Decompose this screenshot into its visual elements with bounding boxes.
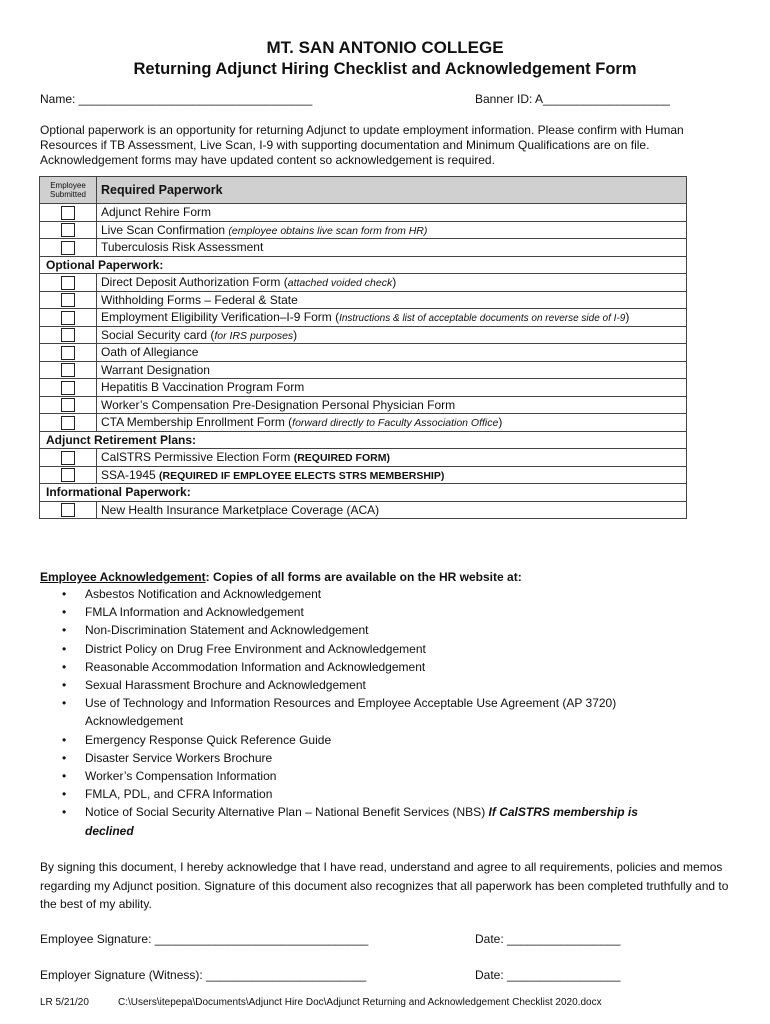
- signing-statement: By signing this document, I hereby acknowledge that I have read, understand and agree to all requirements, policies and memos regarding my Adjunct position. Signature of this document also recognizes that all paperwork has been completed truthfully and to the best of my ability.: [40, 860, 729, 911]
- item-label: New Health Insurance Marketplace Coverage (ACA): [97, 501, 687, 519]
- checkbox[interactable]: [61, 328, 75, 342]
- retirement-heading: Adjunct Retirement Plans:: [40, 431, 687, 449]
- employee-date-line[interactable]: Date: _________________: [475, 932, 621, 946]
- checkbox[interactable]: [61, 468, 75, 482]
- acknowledgement-heading: Employee Acknowledgement: Copies of all forms are available on the HR website at:: [40, 570, 522, 584]
- list-item: • District Policy on Drug Free Environment and Acknowledgement: [40, 640, 680, 658]
- list-item: • FMLA, PDL, and CFRA Information: [40, 785, 680, 803]
- acknowledgement-list: [40, 585, 680, 840]
- checkbox[interactable]: [61, 381, 75, 395]
- checkbox[interactable]: [61, 293, 75, 307]
- table-row: [40, 414, 687, 432]
- section-row: [40, 431, 687, 449]
- employer-date-line[interactable]: Date: _________________: [475, 968, 621, 982]
- table-row: [40, 326, 687, 344]
- list-item: • Disaster Service Workers Brochure: [40, 749, 680, 767]
- item-label: Social Security card (for IRS purposes): [97, 326, 687, 344]
- list-item: • Non-Discrimination Statement and Acknowledgement: [40, 621, 680, 639]
- checkbox[interactable]: [61, 363, 75, 377]
- section-row: [40, 256, 687, 274]
- item-label: Live Scan Confirmation (employee obtains live scan form from HR): [97, 221, 687, 239]
- item-label: CalSTRS Permissive Election Form (REQUIRED FORM): [97, 449, 687, 467]
- item-label: Warrant Designation: [97, 361, 687, 379]
- table-row: [40, 361, 687, 379]
- employee-signature-line[interactable]: Employee Signature: ________________________________: [40, 932, 369, 946]
- item-label: Worker’s Compensation Pre-Designation Personal Physician Form: [97, 396, 687, 414]
- table-row: [40, 344, 687, 362]
- checkbox[interactable]: [61, 311, 75, 325]
- employee-header-line1: Employee: [50, 181, 86, 190]
- info-heading: Informational Paperwork:: [40, 484, 687, 502]
- checkbox[interactable]: [61, 503, 75, 517]
- item-label: SSA-1945 (REQUIRED IF EMPLOYEE ELECTS STRS MEMBERSHIP): [97, 466, 687, 484]
- checkbox[interactable]: [61, 241, 75, 255]
- employee-submitted-header: [40, 177, 97, 204]
- checkbox[interactable]: [61, 451, 75, 465]
- table-row: [40, 379, 687, 397]
- table-row: [40, 396, 687, 414]
- form-title: Returning Adjunct Hiring Checklist and Acknowledgement Form: [133, 60, 637, 78]
- table-row: [40, 239, 687, 257]
- table-row: [40, 221, 687, 239]
- list-item: • Emergency Response Quick Reference Guide: [40, 731, 680, 749]
- table-row: [40, 309, 687, 327]
- section-row: [40, 484, 687, 502]
- item-label: Employment Eligibility Verification–I-9 Form (Instructions & list of acceptable documents on reverse side of I-9): [97, 309, 687, 327]
- checkbox[interactable]: [61, 276, 75, 290]
- item-label: Withholding Forms – Federal & State: [97, 291, 687, 309]
- checkbox[interactable]: [61, 416, 75, 430]
- employee-header-line2: Submitted: [49, 190, 87, 199]
- item-label: CTA Membership Enrollment Form (forward directly to Faculty Association Office): [97, 414, 687, 432]
- checklist-table: [39, 176, 687, 519]
- item-label: Adjunct Rehire Form: [97, 204, 687, 222]
- table-row: [40, 291, 687, 309]
- revision-code: LR 5/21/20: [40, 997, 89, 1008]
- optional-heading: Optional Paperwork:: [40, 256, 687, 274]
- list-item: • Use of Technology and Information Resources and Employee Acceptable Use Agreement (AP 3720) Acknowledgement: [40, 694, 680, 730]
- name-field[interactable]: Name: ___________________________________: [40, 92, 313, 106]
- banner-id-field[interactable]: Banner ID: A___________________: [475, 92, 670, 106]
- item-label: Hepatitis B Vaccination Program Form: [97, 379, 687, 397]
- table-row: [40, 274, 687, 292]
- table-row: [40, 204, 687, 222]
- file-path: C:\Users\itepepa\Documents\Adjunct Hire Doc\Adjunct Returning and Acknowledgement Checklist 2020.docx: [118, 997, 602, 1008]
- table-row: [40, 501, 687, 519]
- list-item: • FMLA Information and Acknowledgement: [40, 603, 680, 621]
- required-paperwork-header: Required Paperwork: [97, 177, 687, 204]
- item-label: Oath of Allegiance: [97, 344, 687, 362]
- table-row: [40, 449, 687, 467]
- table-row: [40, 466, 687, 484]
- employer-signature-line[interactable]: Employer Signature (Witness): ________________________: [40, 968, 367, 982]
- list-item: • Notice of Social Security Alternative Plan – National Benefit Services (NBS) If CalSTRS membership is declined: [40, 803, 680, 839]
- list-item: • Worker’s Compensation Information: [40, 767, 680, 785]
- list-item: • Reasonable Accommodation Information and Acknowledgement: [40, 658, 680, 676]
- checkbox[interactable]: [61, 346, 75, 360]
- checkbox[interactable]: [61, 206, 75, 220]
- intro-paragraph: Optional paperwork is an opportunity for returning Adjunct to update employment information. Please confirm with Human Resources if TB Assessment, Live Scan, I-9 with supporting documentation and Minimum Qualifications are on file. Acknowledgement forms may have updated content so acknowledgement is required.: [40, 123, 684, 167]
- list-item: • Sexual Harassment Brochure and Acknowledgement: [40, 676, 680, 694]
- checkbox[interactable]: [61, 398, 75, 412]
- item-label: Tuberculosis Risk Assessment: [97, 239, 687, 257]
- table-header-row: [40, 177, 687, 204]
- item-label: Direct Deposit Authorization Form (attached voided check): [97, 274, 687, 292]
- checkbox[interactable]: [61, 223, 75, 237]
- list-item: • Asbestos Notification and Acknowledgement: [40, 585, 680, 603]
- college-name: MT. SAN ANTONIO COLLEGE: [266, 38, 504, 57]
